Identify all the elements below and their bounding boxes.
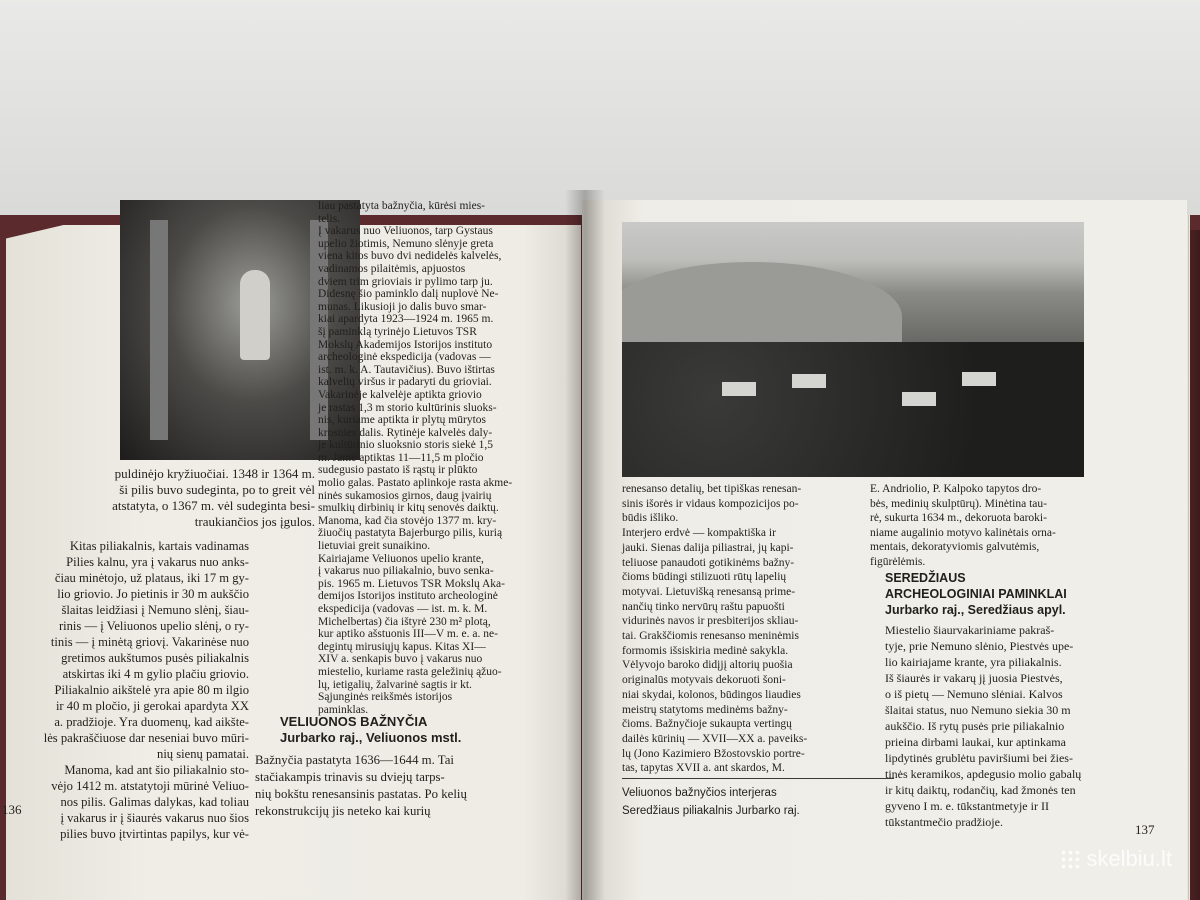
- watermark-text: skelbiu.lt: [1086, 846, 1172, 871]
- text-line: renesanso detalių, bet tipiškas renesan-: [622, 483, 802, 495]
- text-line: ir 40 m pločio, ji gerokai apardyta XX: [55, 699, 249, 713]
- text-line: Manoma, kad čia stovėjo 1377 m. kry-: [318, 514, 497, 527]
- text-line: ist. m. k. A. Tautavičius). Buvo ištirtas: [318, 363, 495, 376]
- text-line: nių sienų pamatai.: [157, 747, 249, 761]
- text-line: figūrėlėmis.: [870, 555, 926, 568]
- caption-line: Seredžiaus piliakalnis Jurbarko raj.: [622, 805, 800, 817]
- text-line: Miestelio šiaurvakariniame pakraš-: [885, 623, 1055, 637]
- text-line: vėjo 1412 m. atstatytoji mūrinė Veliuo-: [51, 779, 249, 793]
- text-line: tai. Grakščiomis renesanso meninėmis: [622, 630, 799, 643]
- text-line: į vakarus nuo piliakalnio, buvo senka-: [318, 565, 494, 578]
- text-line: traukiančios jos įgulos.: [194, 514, 315, 529]
- text-line: viena kitos buvo dvi nedidelės kalvelės,: [318, 250, 502, 263]
- skelbiu-watermark: [1060, 846, 1172, 872]
- text-line: pilies buvo įtvirtintas papilys, kur vė-: [60, 827, 249, 841]
- text-line: kur aptiko ašstuonis III—V m. e. a. ne-: [318, 628, 498, 641]
- photo-column: [150, 220, 168, 440]
- text-line: molio galas. Pastato aplinkoje rasta akme-: [318, 477, 513, 490]
- text-line: stačiakampis trinavis su dviejų tarps-: [255, 770, 445, 784]
- text-line: niame augalinio motyvo kalinėtais orna-: [870, 526, 1056, 539]
- text-line: ekspedicija (vadovas — ist. m. k. M.: [318, 603, 488, 615]
- text-line: kiai apardyta 1923—1924 m. 1965 m.: [318, 313, 494, 326]
- middle-column: [318, 200, 568, 716]
- text-line: jauki. Sienas dalija piliastrai, jų kapi-: [622, 541, 794, 554]
- text-line: prieina dirbami laukai, kur aptinkama: [885, 735, 1066, 749]
- photo-house: [722, 382, 756, 396]
- text-line: šlaitas leidžiasi į Nemuno slėnį, šiau-: [61, 603, 249, 617]
- left-column-body: [14, 538, 249, 842]
- heading-seredziaus: [885, 570, 1145, 618]
- text-line: lų (Jono Kazimiero Bžostovskio portre-: [622, 747, 805, 760]
- text-line: Kitas piliakalnis, kartais vadinamas: [69, 539, 249, 553]
- text-line: kalvelių viršus ir padaryti du grioviai.: [318, 376, 492, 389]
- heading-title-line2: ARCHEOLOGINIAI PAMINKLAI: [885, 587, 1067, 601]
- text-line: būdis išliko.: [622, 512, 679, 525]
- text-line: Vėlyvojo baroko didįjį altorių puošia: [622, 659, 793, 672]
- text-line: je kultūrinio sluoksnio storis siekė 1,5: [318, 439, 494, 452]
- right-column-body: [885, 622, 1155, 830]
- left-page-number: 136: [2, 802, 22, 817]
- text-line: nos pilis. Galimas dalykas, kad toliau: [60, 795, 249, 809]
- heading-veliuonos-baznycia: [280, 714, 540, 746]
- heading-title: VELIUONOS BAŽNYČIA: [280, 714, 428, 729]
- text-line: čioms būdingi stilizuoti rūtų lapelių: [622, 571, 787, 584]
- text-line: o iš pietų — Nemuno slėniai. Kalvos: [885, 687, 1063, 701]
- text-line: teliuose panaudoti gotikinėms bažny-: [622, 556, 795, 569]
- photo-house: [792, 374, 826, 388]
- text-line: Mokslų Akademijos Istorijos instituto: [318, 338, 493, 351]
- text-line: a. pradžioje. Yra duomenų, kad aikšte-: [54, 715, 249, 729]
- text-line: tinės keramikos, apdegusio molio gabalų: [885, 767, 1082, 781]
- text-line: tūkstantmečio pradžioje.: [885, 815, 1003, 829]
- text-line: formomis išsiskiria medinė sakykla.: [622, 644, 789, 657]
- text-line: lipdytinės grublėtu paviršiumi bei žies-: [885, 751, 1073, 765]
- text-line: gyveno I m. e. tūkstantmetyje ir II: [885, 799, 1049, 813]
- text-line: lietuviai greit sunaikino.: [318, 540, 431, 553]
- text-line: nis, kuriame aptikta ir plytų mūrytos: [318, 414, 487, 427]
- text-line: sinis išorės ir vidaus kompozicijos po-: [622, 497, 799, 510]
- text-line: Kairiajame Veliuonos upelio krante,: [318, 552, 484, 565]
- right-column-top: [870, 482, 1130, 569]
- text-line: rekonstrukcijų jis neteko kai kurių: [255, 804, 431, 818]
- text-line: šį paminklą tyrinėjo Lietuvos TSR: [318, 325, 477, 338]
- right-middle-column: [622, 482, 862, 776]
- text-line: Į vakarus nuo Veliuonos, tarp Gystaus: [318, 225, 493, 238]
- text-line: degintų mirusiųjų kapus. Kitas XI—: [318, 640, 486, 653]
- text-line: puldinėjo kryžiuočiai. 1348 ir 1364 m.: [114, 466, 315, 481]
- text-line: Bažnyčia pastatyta 1636—1644 m. Tai: [255, 753, 454, 767]
- middle-column-tail: [255, 752, 545, 820]
- text-line: upelio žiotimis, Nemuno slėnyje greta: [318, 237, 494, 250]
- text-line: smulkių dirbinių ir kitų senovės daiktų.: [318, 502, 499, 515]
- text-line: XIV a. senkapis buvo į vakarus nuo: [318, 653, 483, 666]
- text-line: žiuočių pastatyta Bajerburgo pilis, kurią: [318, 527, 503, 540]
- text-line: lio griovio. Jo pietinis ir 30 m aukščio: [57, 587, 249, 601]
- text-line: aukščio. Iš rytų pusės prie piliakalnio: [885, 719, 1065, 733]
- photo-house: [962, 372, 996, 386]
- text-line: je rastas 1,3 m storio kultūrinis sluoks-: [318, 401, 497, 414]
- text-line: Manoma, kad ant šio piliakalnio sto-: [64, 763, 249, 777]
- photo-house: [902, 392, 936, 406]
- text-line: čioms. Bažnyčioje sukaupta vertingų: [622, 718, 792, 731]
- text-line: šlaitai status, nuo Nemuno siekia 30 m: [885, 703, 1071, 717]
- text-line: paminklas.: [318, 703, 369, 716]
- text-line: gretimos aukštumos pusės piliakalnis: [61, 651, 249, 665]
- photo-trees: [622, 342, 1084, 477]
- text-line: munas. Likusioji jo dalis buvo smar-: [318, 300, 487, 313]
- text-line: Michelbertas) čia ištyrė 230 m² plotą,: [318, 615, 491, 628]
- text-line: liau pastatyta bažnyčia, kūrėsi mies-: [318, 200, 486, 212]
- text-line: lio kairiajame krante, yra piliakalnis.: [885, 655, 1062, 669]
- text-line: rinis — į Veliuonos upelio slėnį, o ry-: [58, 619, 249, 633]
- text-line: demijos Istorijos instituto archeologinė: [318, 590, 498, 603]
- text-line: ninės sukamosios girnos, daug įvairių: [318, 489, 492, 502]
- text-line: telis.: [318, 212, 341, 225]
- text-line: Vakarinėje kalvelėje aptikta griovio: [318, 388, 482, 401]
- text-line: ši pilis buvo sudeginta, po to greit vėl: [119, 482, 315, 497]
- text-line: E. Andriolio, P. Kalpoko tapytos dro-: [870, 483, 1042, 495]
- text-line: archeologinė ekspedicija (vadovas —: [318, 351, 491, 364]
- book-spine-shadow: [565, 190, 605, 900]
- heading-title: SEREDŽIAUS: [885, 571, 966, 585]
- text-line: miestelio, kuriame rasta geležinių ąžuo-: [318, 665, 502, 678]
- text-line: krosnies dalis. Rytinėje kalvelės daly-: [318, 426, 493, 439]
- text-line: meistrų statytoms medinėms bažny-: [622, 703, 788, 716]
- text-line: nančių tinko nervūrų raštu papuošti: [622, 600, 785, 613]
- photo-captions: [622, 784, 922, 820]
- text-line: į vakarus ir į šiaurės vakarus nuo šios: [60, 811, 249, 825]
- text-line: bės, medinių skulptūrų). Minėtina tau-: [870, 497, 1047, 510]
- text-line: lų, ietigalių, žalvarinė sagtis ir kt.: [318, 678, 472, 691]
- photo-statue: [240, 270, 270, 360]
- text-line: atstatyta, o 1367 m. vėl sudeginta besi-: [112, 498, 315, 513]
- text-line: atskirtas iki 4 m gylio plačiu griovio.: [62, 667, 249, 681]
- text-line: m. Jame aptiktas 11—11,5 m pločio: [318, 451, 484, 464]
- text-line: vidurinės navos ir presbiterijos skliau-: [622, 615, 799, 628]
- text-line: mentais, dekoratyviomis galvutėmis,: [870, 541, 1040, 553]
- text-line: tinis — į minėtą griovį. Vakarinėse nuo: [50, 635, 249, 649]
- text-line: dviem trim grioviais ir pylimo tarp ju.: [318, 275, 493, 288]
- text-line: Sąjunginės reikšmės istorijos: [318, 691, 453, 704]
- text-line: Piliakalnio aikštelė yra apie 80 m ilgio: [54, 683, 249, 697]
- text-line: sudegusio pastato iš rąstų ir plūkto: [318, 464, 478, 477]
- text-line: Iš šiaurės ir vakarų jį juosia Piestvės,: [885, 671, 1063, 685]
- text-line: nių bokštu renesansinis pastatas. Po kelių: [255, 787, 467, 801]
- text-line: Pilies kalnu, yra į vakarus nuo anks-: [66, 555, 249, 569]
- text-line: dailės kūrinių — XVII—XX a. paveiks-: [622, 732, 808, 745]
- text-line: tyje, prie Nemuno slėnio, Piestvės upe-: [885, 639, 1074, 653]
- text-line: lės pakraščiuose dar neseniai buvo mūri-: [43, 731, 249, 745]
- right-page-number: 137: [1135, 822, 1155, 837]
- text-line: Interjero erdvė — kompaktiška ir: [622, 527, 776, 540]
- text-line: niai skydai, kolonos, būdingos liaudies: [622, 688, 801, 701]
- left-column-top: [80, 466, 315, 530]
- text-line: tas, tapytas XVII a. ant skardos, M.: [622, 762, 785, 775]
- caption-line: Veliuonos bažnyčios interjeras: [622, 787, 777, 799]
- text-line: rė, sukurta 1634 m., dekoruota baroki-: [870, 512, 1047, 524]
- text-line: motyvai. Lietuvišką renesansą prime-: [622, 585, 796, 598]
- text-line: originalūs motyvais dekoruoti šoni-: [622, 674, 786, 687]
- text-line: Didesnę šio paminklo dalį nuplovė Ne-: [318, 288, 499, 301]
- watermark-logo-icon: [1060, 849, 1080, 869]
- text-line: vadinamos pilaitėmis, apjuostos: [318, 262, 466, 275]
- text-line: ir kitų daiktų, rodančių, kad žmonės ten: [885, 783, 1076, 797]
- heading-subtitle: Jurbarko raj., Veliuonos mstl.: [280, 730, 462, 745]
- text-line: pis. 1965 m. Lietuvos TSR Mokslų Aka-: [318, 577, 505, 590]
- hillfort-landscape-photo: [622, 222, 1084, 477]
- heading-subtitle: Jurbarko raj., Seredžiaus apyl.: [885, 603, 1066, 617]
- caption-rule: [622, 778, 894, 779]
- text-line: čiau minėtojo, už plataus, iki 17 m gy-: [54, 571, 249, 585]
